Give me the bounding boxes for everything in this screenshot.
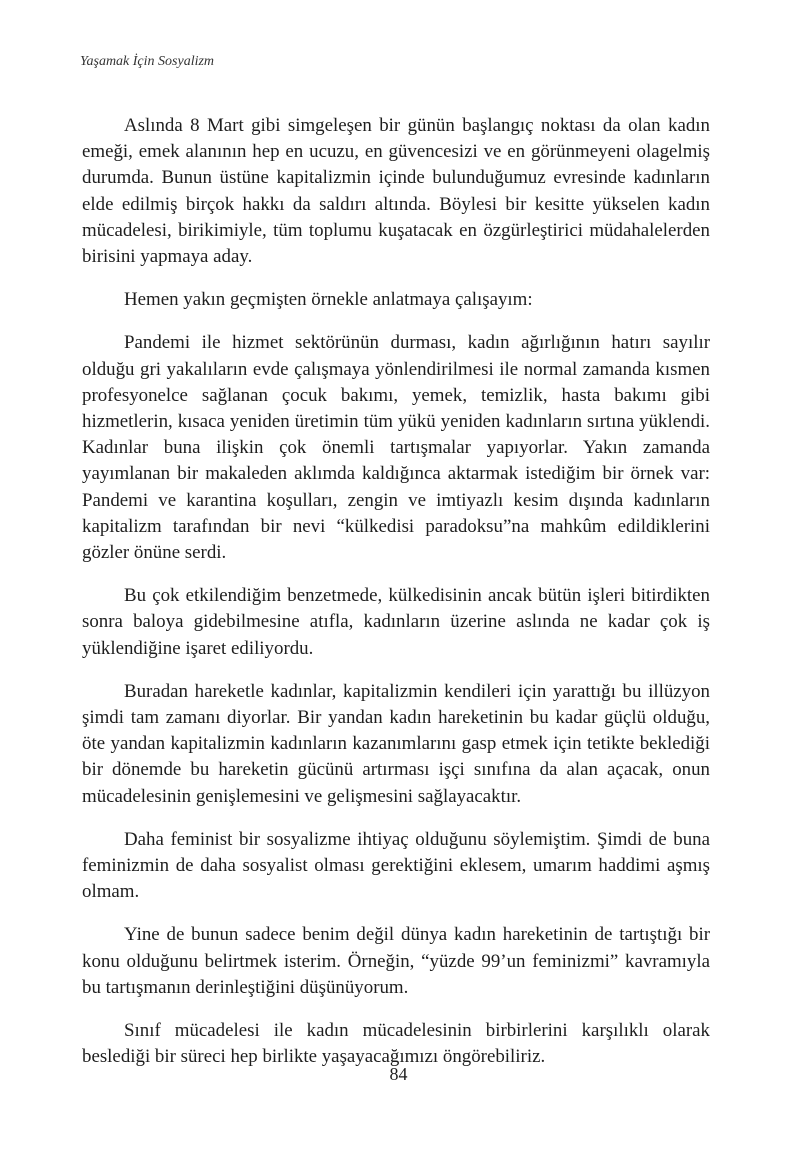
running-header: Yaşamak İçin Sosyalizm — [80, 54, 215, 69]
paragraph: Buradan hareketle kadınlar, kapitalizmin kendileri için yarattığı bu illüzyon şimdi tam zamanı diyorlar. Bir yandan kadın hareketinin bu kadar güçlü olduğu, öte yandan kapitalizmin kadınların kazanımlarını gasp etmek için tetikte beklediği bir dönemde bu hareketin gücünü artırması işçi sınıfına da alan açacak, onun mücadelesinin genişlemesini ve gelişmesini sağlayacaktır. — [82, 680, 710, 807]
paragraph: Yine de bunun sadece benim değil dünya kadın hareketinin de tartıştığı bir konu olduğunu belirtmek isterim. Örneğin, “yüzde 99’un feminizmi” kavramıyla bu tartışmanın derinleştiğini düşünüyorum. — [82, 924, 710, 998]
page-number: 84 — [389, 1064, 408, 1084]
paragraph: Pandemi ile hizmet sektörünün durması, kadın ağırlığının hatırı sayılır olduğu gri yakalıların evde çalışmaya yönlendirilmesi ile normal zamanda kısmen profesyonelce sağlanan çocuk bakımı, yemek, temizlik, hasta bakımı gibi hizmetlerin, kısaca yeniden üretimin tüm yükü yeniden kadınların sırtına yüklendi. Kadınlar buna ilişkin çok önemli tartışmalar yapıyorlar. Yakın zamanda yayımlanan bir makaleden aklımda kaldığınca aktarmak istediğim bir örnek var: Pandemi ve karantina koşulları, zengin ve imtiyazlı kesim dışında kadınların kapitalizm tarafından bir nevi “külkedisi paradoksu”na mahkûm edildiklerini gözler önüne serdi. — [82, 332, 710, 564]
body-text — [82, 113, 710, 1088]
paragraph: Sınıf mücadelesi ile kadın mücadelesinin birbirlerini karşılıklı olarak beslediği bir süreci hep birlikte yaşayacağımızı öngörebiliriz. — [82, 1020, 710, 1068]
paragraph: Daha feminist bir sosyalizme ihtiyaç olduğunu söylemiştim. Şimdi de buna feminizmin de daha sosyalist olması gerektiğini eklesem, umarım haddimi aşmış olmam. — [82, 828, 710, 903]
paragraph: Hemen yakın geçmişten örnekle anlatmaya çalışayım: — [124, 289, 533, 311]
paragraph: Aslında 8 Mart gibi simgeleşen bir günün başlangıç noktası da olan kadın emeği, emek alanının hep en ucuzu, en güvencesizi ve en görünmeyeni olagelmiş durumda. Bunun üstüne kapitalizmin içinde bulunduğumuz evresinde kadınların elde edilmiş birçok hakkı da saldırı altında. Böylesi bir kesitte yükselen kadın mücadelesi, birikimiyle, tüm toplumu kuşatacak en özgürleştirici müdahalelerden birisini yapmaya aday. — [82, 115, 710, 268]
paragraph: Bu çok etkilendiğim benzetmede, külkedisinin ancak bütün işleri bitirdikten sonra baloya gidebilmesine atıfla, kadınların üzerine aslında ne kadar çok iş yüklendiğine işaret ediliyordu. — [82, 585, 710, 659]
